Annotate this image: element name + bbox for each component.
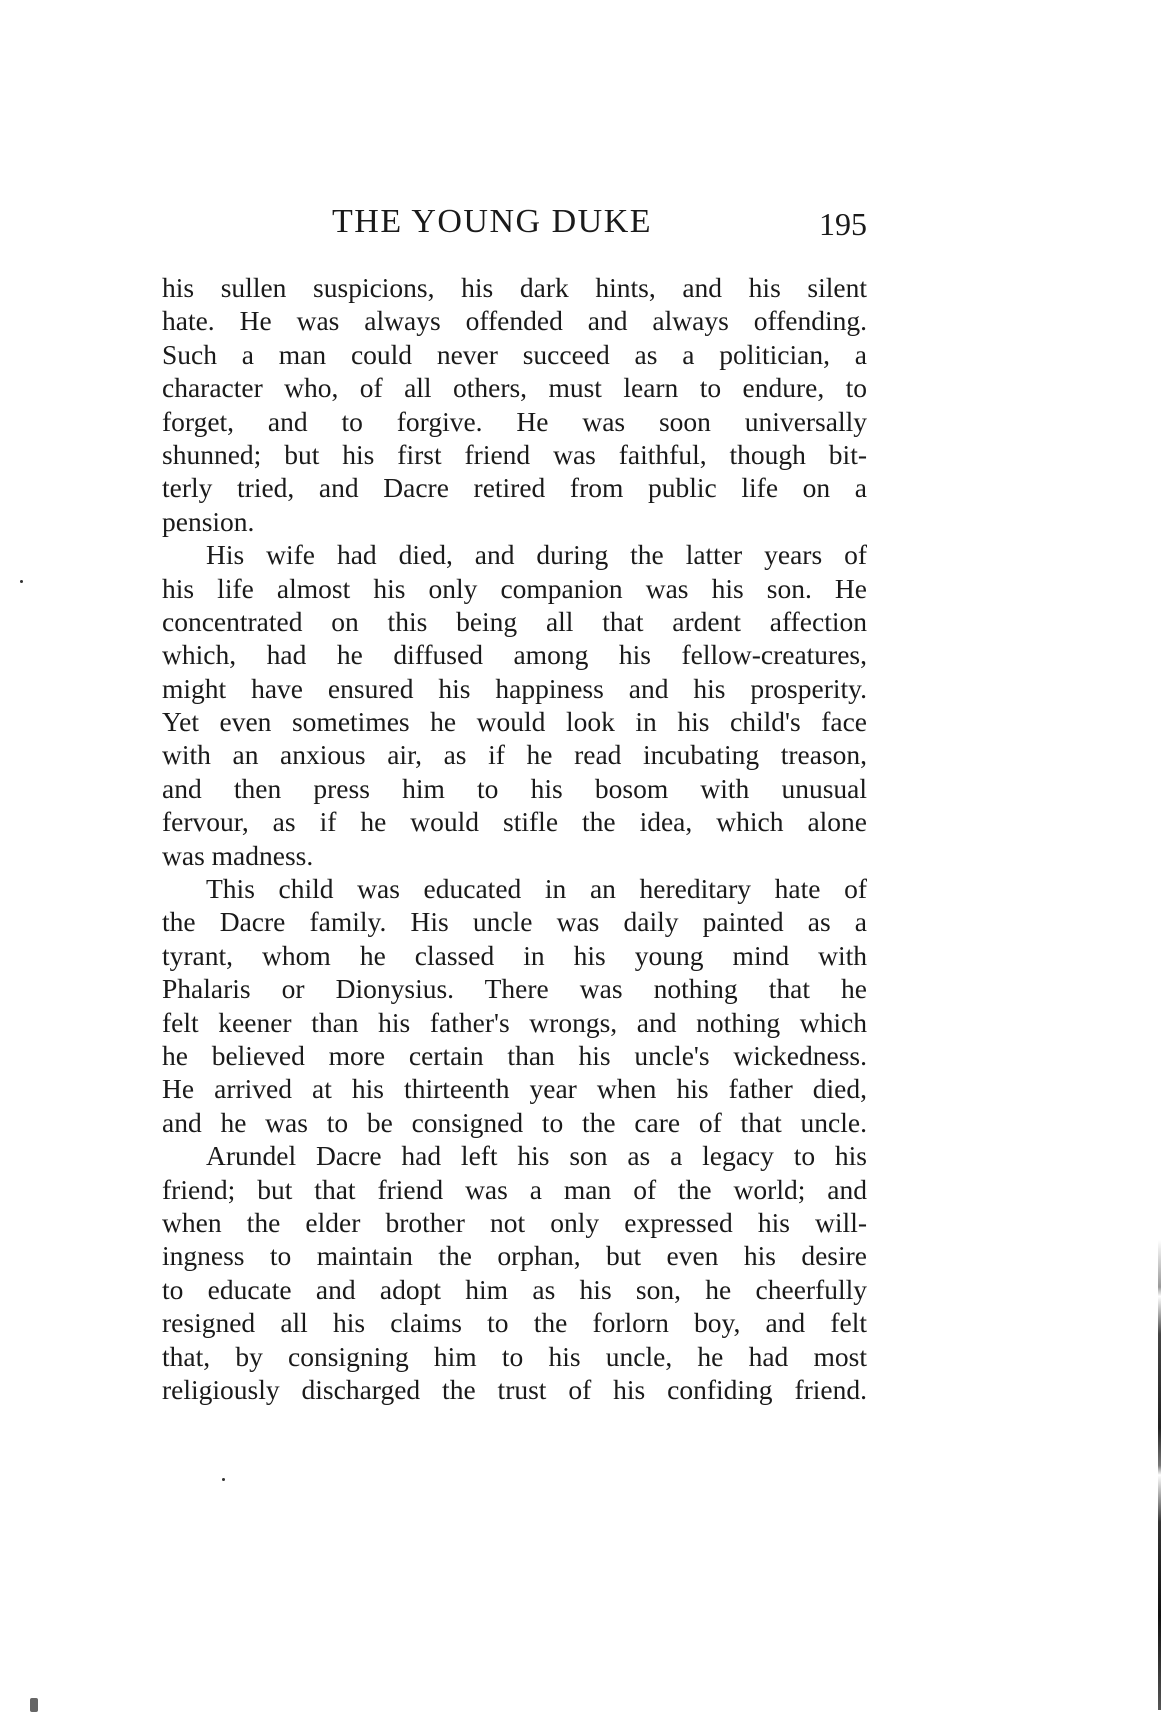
text-line: his life almost his only companion was his son. He	[162, 572, 867, 604]
text-line: to educate and adopt him as his son, he cheerfully	[162, 1273, 867, 1305]
scan-speck	[30, 1698, 38, 1712]
body-text	[162, 271, 867, 1406]
scan-edge-artifact	[1158, 1240, 1161, 1710]
text-line: Phalaris or Dionysius. There was nothing that he	[162, 973, 867, 1005]
text-line: tyrant, whom he classed in his young mind with	[162, 939, 867, 971]
text-line: character who, of all others, must learn to endure, to	[162, 372, 867, 404]
text-line: fervour, as if he would stifle the idea, which alone	[162, 806, 867, 838]
text-line: felt keener than his father's wrongs, and nothing which	[162, 1006, 867, 1038]
text-line: friend; but that friend was a man of the world; and	[162, 1173, 867, 1205]
text-line: shunned; but his first friend was faithful, though bit-	[162, 438, 867, 470]
text-line: forget, and to forgive. He was soon universally	[162, 405, 867, 437]
text-line: hate. He was always offended and always offending.	[162, 305, 867, 337]
text-line: his sullen suspicions, his dark hints, and his silent	[162, 272, 867, 303]
text-line: This child was educated in an hereditary hate of	[206, 873, 867, 905]
text-line: Yet even sometimes he would look in his child's face	[162, 706, 867, 738]
text-line: when the elder brother not only expressed his will-	[162, 1206, 867, 1238]
text-line: and he was to be consigned to the care of that uncle.	[162, 1106, 867, 1138]
text-line: ingness to maintain the orphan, but even his desire	[162, 1240, 867, 1272]
scan-speck	[222, 1478, 225, 1481]
text-line: and then press him to his bosom with unusual	[162, 772, 867, 804]
text-line: he believed more certain than his uncle's wickedness.	[162, 1039, 867, 1071]
text-line: concentrated on this being all that ardent affection	[162, 605, 867, 637]
scan-speck	[20, 580, 23, 583]
text-line: which, had he diffused among his fellow-creatures,	[162, 639, 867, 671]
text-line: Arundel Dacre had left his son as a legacy to his	[206, 1140, 867, 1172]
text-line: was madness.	[162, 839, 314, 871]
text-line: pension.	[162, 505, 255, 537]
running-head	[162, 200, 867, 250]
text-line: religiously discharged the trust of his confiding friend.	[162, 1373, 867, 1405]
text-line: Such a man could never succeed as a politician, a	[162, 338, 867, 370]
text-line: might have ensured his happiness and his prosperity.	[162, 672, 867, 704]
text-line: resigned all his claims to the forlorn boy, and felt	[162, 1307, 867, 1339]
text-line: the Dacre family. His uncle was daily painted as a	[162, 906, 867, 938]
text-line: He arrived at his thirteenth year when his father died,	[162, 1073, 867, 1105]
running-title: THE YOUNG DUKE	[332, 203, 653, 240]
text-line: terly tried, and Dacre retired from public life on a	[162, 472, 867, 504]
page-number: 195	[819, 206, 867, 242]
text-line: with an anxious air, as if he read incubating treason,	[162, 739, 867, 771]
text-line: that, by consigning him to his uncle, he had most	[162, 1340, 867, 1372]
text-line: His wife had died, and during the latter years of	[206, 539, 867, 571]
